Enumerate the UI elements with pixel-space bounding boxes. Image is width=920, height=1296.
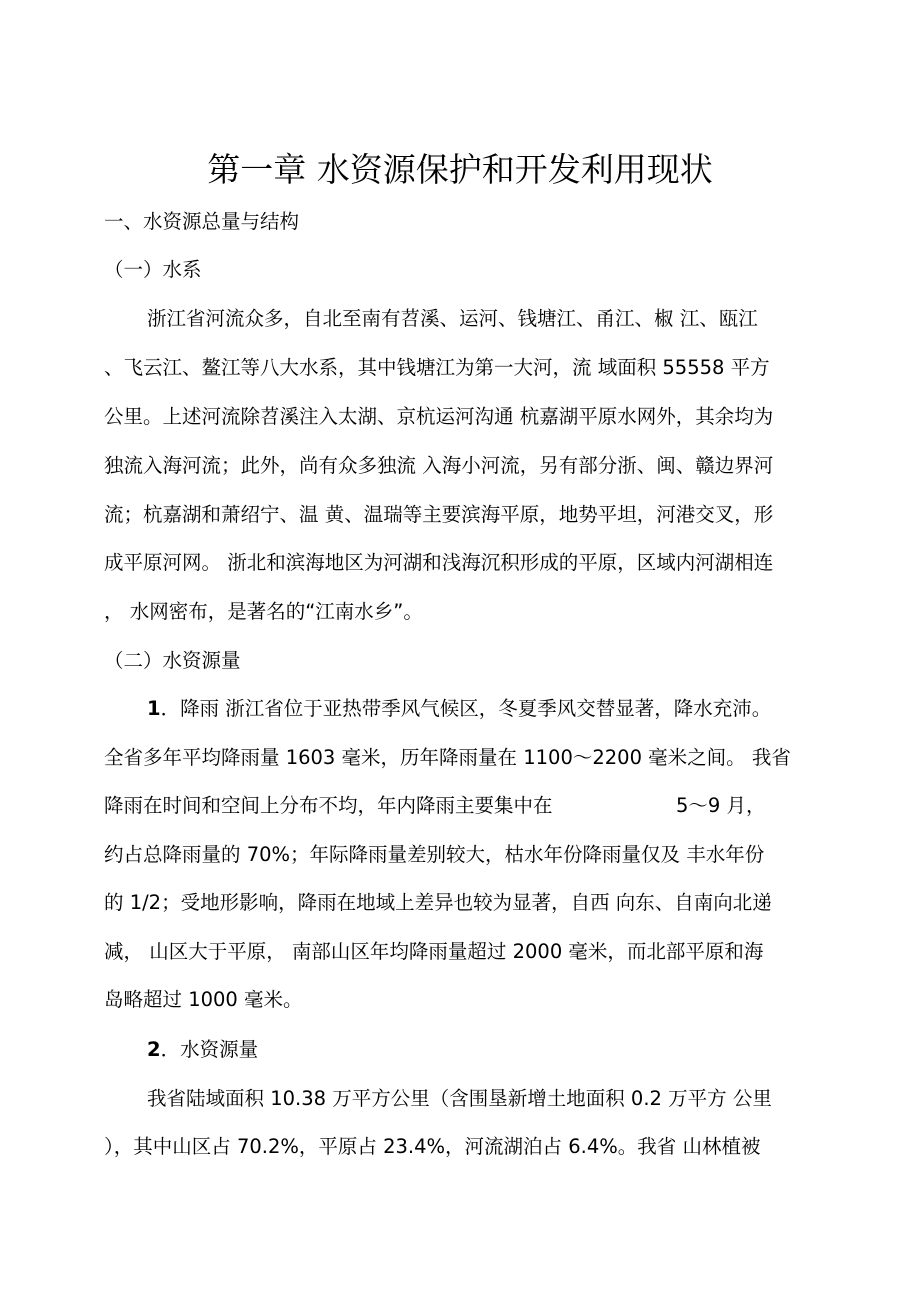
paragraph-line: 独流入海河流；此外，尚有众多独流 入海小河流，另有部分浙、闽、赣边界河: [104, 454, 774, 477]
section-heading: 一、水资源总量与结构: [104, 210, 300, 233]
paragraph-line: 的 1/2；受地形影响，降雨在地域上差异也较为显著，自西 向东、自南向北递: [104, 891, 772, 914]
paragraph-line: 全省多年平均降雨量 1603 毫米，历年降雨量在 1100～2200 毫米之间。 我省: [104, 746, 791, 769]
paragraph-line: 成平原河网。 浙北和滨海地区为河湖和浅海沉积形成的平原，区域内河湖相连: [104, 551, 774, 574]
paragraph-line: 减， 山区大于平原， 南部山区年均降雨量超过 2000 毫米，而北部平原和海: [104, 940, 764, 963]
item-number: 1: [147, 697, 161, 720]
paragraph-line: 我省陆域面积 10.38 万平方公里（含围垦新增土地面积 0.2 万平方 公里: [147, 1087, 772, 1110]
paragraph-line: 降雨在时间和空间上分布不均，年内降雨主要集中在: [104, 794, 553, 817]
paragraph-line: 浙江省河流众多，自北至南有苕溪、运河、钱塘江、甬江、椒 江、瓯江: [147, 307, 758, 330]
paragraph-line: [147, 694, 771, 724]
paragraph-line: 岛略超过 1000 毫米。: [104, 988, 303, 1011]
item-number: 2: [147, 1038, 161, 1061]
paragraph-text: ．降雨 浙江省位于亚热带季风气候区，冬夏季风交替显著，降水充沛。: [160, 697, 772, 720]
page-title: 第一章 水资源保护和开发利用现状: [207, 150, 713, 189]
paragraph-line-fragment: 5～9 月，: [676, 794, 766, 817]
paragraph-line: 约占总降雨量的 70%；年际降雨量差别较大，枯水年份降雨量仅及 丰水年份: [104, 843, 765, 866]
paragraph-line: ， 水网密布，是著名的“江南水乡”。: [104, 600, 423, 623]
paragraph-line: ），其中山区占 70.2%，平原占 23.4%，河流湖泊占 6.4%。我省 山林植被: [104, 1135, 761, 1158]
paragraph-line: 公里。上述河流除苕溪注入太湖、京杭运河沟通 杭嘉湖平原水网外，其余均为: [104, 405, 774, 428]
paragraph-heading: [147, 1035, 258, 1065]
paragraph-line: 流；杭嘉湖和萧绍宁、温 黄、温瑞等主要滨海平原，地势平坦，河港交叉，形: [104, 503, 774, 526]
subsection-heading-water-quantity: （二）水资源量: [104, 649, 241, 672]
paragraph-line: 、飞云江、鳌江等八大水系，其中钱塘江为第一大河，流 域面积 55558 平方: [104, 356, 770, 379]
subsection-heading-water-system: （一）水系: [104, 258, 202, 281]
paragraph-heading-text: ．水资源量: [160, 1038, 259, 1061]
